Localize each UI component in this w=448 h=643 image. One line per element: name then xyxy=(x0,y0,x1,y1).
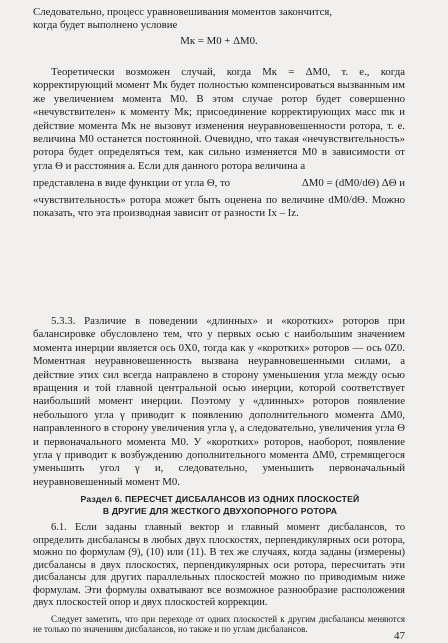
formula-line xyxy=(33,177,405,190)
paragraph-text: 6.1. Если заданы главный вектор и главный момент дисбалансов, то определить дисбалансы в любых двух плоскостях, перпендикулярных оси ротора, можно по формулам (9), (10) или (11). В тех же случаях, когда заданы (измерены) дисбалансы в двух плоскостях, перпендикулярных оси ротора, пересчитать эти дисбалансы для других параллельных плоскостей можно по приводимым ниже формулам. Эти формулы охватывают все возможное разнообразие расположения двух плоскостей опор и двух плоскостей коррекции. xyxy=(33,522,405,608)
paragraph-text: Следует заметить, что при переходе от одних плоскостей к другим дисбалансы меняются не только по значениям дисбалансов, но также и по углам дисбалансов. xyxy=(33,614,405,634)
paragraph-4 xyxy=(33,522,405,610)
paragraph-text: Теоретически возможен случай, когда Mк = ΔM0, т. е., когда корректирующий момент Mк будет полностью компенсироваться вызванным им же увеличением момента M0. В этом случае ротор будет совершенно «нечувствителен» к моменту Mк; присоединение корректирующих масс mк и действие момента Mк не вызовут изменения неуравновешенности ротора, т. е. величина M0 останется постоянной. Очевидно, что такая «нечувствительность» ротора будет определяться тем, как сильно изменяется M0 в зависимости от угла Θ и расстояния a. Если для данного ротора величина a xyxy=(33,66,405,172)
paragraph-text-end: «чувствительность» ротора может быть оценена по величине dM0/dΘ. Можно показать, что эта производная зависит от разности Ix – Iz. xyxy=(33,193,405,220)
text-line: когда будет выполнено условие xyxy=(33,19,178,32)
paragraph-5 xyxy=(33,614,405,634)
text-line: Следовательно, процесс уравновешивания моментов закончится, xyxy=(33,6,333,18)
section-heading xyxy=(40,493,400,517)
paragraph-text: 5.3.3. Различие в поведении «длинных» и «коротких» роторов при балансировке обусловлено тем, что у первых осью с наибольшим значением момента инерции является ось 0X0, тогда как у «коротких» роторов — ось 0Z0. Моментная неуравновешенность вызвана неуравновешенными силами, а действие этих сил всегда направлено в сторону уменьшения угла между осью вращения и той главной центральной осью инерции, которой соответствует наибольший момент инерции. Поэтому у «длинных» роторов появление небольшого угла γ приводит к появлению дополнительного момента ΔM0, направленного в сторону увеличения угла γ, а следовательно, увеличения угла Θ и первоначального момента M0. У «коротких» роторов, наоборот, появление угла γ приводит к возбуждению дополнительного момента ΔM0, стремящегося уменьшить угол γ и, следовательно, уменьшить первоначальный неуравновешенный момент M0. xyxy=(33,315,405,488)
formula-delta-m0: ΔM0 = (dM0/dΘ) ΔΘ и xyxy=(301,177,405,190)
formula-mk: Mк = M0 + ΔM0. xyxy=(180,34,258,47)
page-number: 47 xyxy=(394,630,405,642)
formula-line-text: представлена в виде функции от угла Θ, то xyxy=(33,177,231,190)
section-heading-line: В ДРУГИЕ ДЛЯ ЖЕСТКОГО ДВУХОПОРНОГО РОТОРА xyxy=(102,506,338,516)
section-heading-line: Раздел 6. ПЕРЕСЧЕТ ДИСБАЛАНСОВ ИЗ ОДНИХ ПЛОСКОСТЕЙ xyxy=(80,494,360,504)
paragraph-2 xyxy=(33,66,405,220)
paragraph-1 xyxy=(33,6,405,52)
paragraph-3 xyxy=(33,315,405,489)
